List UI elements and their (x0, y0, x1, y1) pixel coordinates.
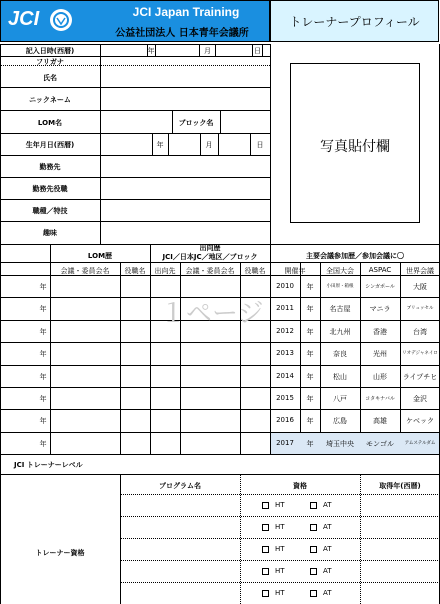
birth-month-unit: 月 (205, 141, 213, 149)
event-year-unit: 年 (306, 439, 314, 448)
checkbox-label: AT (323, 501, 332, 509)
world-congress: 金沢 (413, 395, 427, 403)
row-divider (120, 538, 440, 539)
block-name-field[interactable] (222, 112, 268, 132)
event-year-unit: 年 (306, 395, 314, 403)
aspac-meeting: モンゴル (366, 439, 394, 448)
checkbox-label: HT (275, 567, 285, 575)
ht-checkbox[interactable] (262, 523, 285, 531)
divider (0, 199, 270, 200)
photo-label: 写真貼付欄 (320, 139, 390, 155)
secondment-role-header: 役職名 (244, 267, 266, 275)
trainer-qualification-label: トレーナー資格 (35, 549, 85, 557)
lom-year-unit: 年 (39, 417, 47, 426)
history-entry-field[interactable] (152, 344, 178, 362)
checkbox-box[interactable] (310, 524, 317, 531)
national-convention: 名古屋 (329, 305, 351, 314)
nickname-label: ニックネーム (29, 96, 71, 104)
national-convention: 小田原・箱根 (326, 284, 354, 289)
event-history-header: 主要会議参加歴／参加会議に〇 (306, 252, 404, 260)
divider (0, 474, 440, 475)
position-field[interactable] (102, 201, 268, 220)
profile-title: トレーナープロフィール (289, 15, 420, 29)
divider (0, 155, 270, 156)
ht-checkbox[interactable] (262, 501, 285, 509)
divider (155, 44, 156, 56)
program-name-field[interactable] (122, 540, 238, 558)
lom-year-unit: 年 (39, 283, 47, 291)
lom-committee-header: 会議・委員会名 (60, 267, 110, 275)
nickname-field[interactable] (102, 89, 268, 109)
checkbox-box[interactable] (310, 502, 317, 509)
national-convention: 埼玉中央 (326, 439, 354, 448)
event-year: 2010 (276, 282, 294, 290)
entry-year-field[interactable] (102, 46, 146, 55)
checkbox-label: HT (275, 545, 285, 553)
lom-year-unit: 年 (39, 350, 47, 359)
position-label: 職種／特技 (32, 207, 68, 215)
world-congress: ブリュッセル (406, 306, 434, 312)
divider (240, 262, 241, 454)
row-divider (0, 432, 440, 433)
event-year: 2014 (276, 371, 294, 380)
secondment-history-top: 出向歴 (199, 244, 221, 252)
secondment-committee-header: 会議・委員会名 (185, 267, 235, 275)
secondment-history-header: JCI／日本JC／地区／ブロック (162, 253, 258, 261)
acquired-year-field[interactable] (362, 540, 438, 558)
at-checkbox[interactable] (310, 589, 332, 597)
history-entry-field[interactable] (52, 389, 118, 407)
event-year: 2011 (276, 304, 294, 313)
checkbox-box[interactable] (262, 524, 269, 531)
history-entry-field[interactable] (52, 344, 118, 362)
acquired-year-field[interactable] (362, 518, 438, 536)
entry-day-field[interactable] (217, 46, 251, 55)
lom-year-unit: 年 (39, 327, 47, 336)
event-year: 2016 (276, 416, 294, 425)
lom-role-header: 役職名 (124, 267, 146, 275)
row-divider (0, 387, 440, 388)
program-name-field[interactable] (122, 496, 238, 514)
divider (0, 110, 270, 111)
history-entry-field[interactable] (152, 434, 178, 452)
history-entry-field[interactable] (52, 277, 118, 295)
title-jp: 公益社団法人 日本青年会議所 (115, 28, 249, 39)
event-year-header: 開催年 (284, 267, 306, 275)
acquired-year-header: 取得年(西暦) (379, 482, 421, 490)
aspac-meeting: 光州 (373, 350, 387, 359)
divider (120, 262, 121, 454)
national-convention: 北九州 (329, 327, 351, 336)
acquired-year-field[interactable] (362, 584, 438, 602)
row-divider (0, 365, 440, 366)
aspac-meeting: シンガポール (365, 284, 395, 290)
divider (100, 44, 101, 244)
acquired-year-field[interactable] (362, 496, 438, 514)
divider (168, 133, 169, 155)
workplace-field[interactable] (102, 157, 268, 176)
history-entry-field[interactable] (122, 367, 148, 385)
history-entry-field[interactable] (242, 434, 268, 452)
history-entry-field[interactable] (122, 299, 148, 317)
aspac-meeting: マニラ (369, 305, 391, 314)
history-entry-field[interactable] (122, 344, 148, 362)
event-year: 2017 (276, 438, 294, 447)
checkbox-box[interactable] (310, 568, 317, 575)
checkbox-box[interactable] (310, 546, 317, 553)
at-checkbox[interactable] (310, 501, 332, 509)
world-congress: ライプチヒ (402, 372, 438, 381)
checkbox-label: AT (323, 523, 332, 531)
checkbox-box[interactable] (262, 546, 269, 553)
ht-checkbox[interactable] (262, 589, 285, 597)
history-entry-field[interactable] (122, 277, 148, 295)
history-entry-field[interactable] (182, 367, 238, 385)
entry-date-label: 記入日時(西暦) (25, 47, 75, 55)
event-year: 2012 (276, 326, 294, 335)
aspac-meeting: 高雄 (373, 417, 387, 426)
checkbox-box[interactable] (310, 590, 317, 597)
divider (0, 262, 440, 263)
furigana-label: フリガナ (36, 58, 64, 66)
history-entry-field[interactable] (52, 411, 118, 429)
history-entry-field[interactable] (52, 299, 118, 317)
history-entry-field[interactable] (182, 411, 238, 429)
row-divider (120, 560, 440, 561)
ht-checkbox[interactable] (262, 567, 285, 575)
divider (220, 110, 221, 133)
checkbox-label: AT (323, 567, 332, 575)
history-entry-field[interactable] (242, 344, 268, 362)
history-entry-field[interactable] (242, 389, 268, 407)
birth-year-field[interactable] (102, 135, 150, 154)
world-congress: アムステルダム (404, 440, 436, 446)
workplace-position-label: 勤務先役職 (32, 185, 68, 193)
row-divider (120, 582, 440, 583)
program-name-header: プログラム名 (159, 482, 201, 490)
history-entry-field[interactable] (52, 322, 118, 340)
aspac-meeting: 香港 (373, 327, 387, 336)
event-year: 2013 (276, 349, 294, 358)
checkbox-label: HT (275, 589, 285, 597)
checkbox-box[interactable] (262, 590, 269, 597)
checkbox-box[interactable] (262, 568, 269, 575)
block-name-label: ブロック名 (178, 119, 214, 127)
entry-day-unit: 日 (254, 47, 261, 55)
history-entry-field[interactable] (122, 389, 148, 407)
jci-logo (8, 8, 39, 31)
history-entry-field[interactable] (122, 434, 148, 452)
national-convention: 奈良 (333, 350, 347, 359)
history-entry-field[interactable] (52, 434, 118, 452)
birth-month-field[interactable] (170, 135, 198, 154)
event-year-unit: 年 (306, 350, 314, 359)
checkbox-label: HT (275, 523, 285, 531)
divider (215, 44, 216, 56)
history-entry-field[interactable] (122, 411, 148, 429)
page-watermark: １ページ (160, 299, 264, 329)
history-entry-field[interactable] (242, 411, 268, 429)
birth-year-unit: 年 (156, 141, 164, 149)
world-congress: リオデジャネイロ (402, 351, 438, 357)
ht-checkbox[interactable] (262, 545, 285, 553)
divider (262, 44, 263, 56)
event-year-unit: 年 (306, 283, 314, 291)
world-congress: ケベック (406, 417, 434, 426)
secondment-dest-header: 出向先 (154, 267, 176, 275)
divider (0, 221, 270, 222)
row-divider (120, 516, 440, 517)
name-field[interactable] (102, 67, 268, 86)
national-header: 全国大会 (326, 267, 354, 275)
lom-year-unit: 年 (39, 439, 47, 448)
lom-year-unit: 年 (39, 372, 47, 381)
acquired-year-field[interactable] (362, 562, 438, 580)
checkbox-box[interactable] (262, 502, 269, 509)
event-year-unit: 年 (306, 327, 314, 336)
world-congress: 大阪 (413, 283, 427, 291)
national-convention: 八戸 (333, 395, 347, 403)
lom-name-field[interactable] (102, 112, 170, 132)
workplace-position-field[interactable] (102, 179, 268, 198)
event-year-unit: 年 (306, 372, 314, 381)
divider (0, 177, 270, 178)
lom-year-unit: 年 (39, 395, 47, 403)
history-entry-field[interactable] (52, 367, 118, 385)
checkbox-label: AT (323, 589, 332, 597)
qualification-header: 資格 (293, 482, 307, 490)
divider (0, 44, 270, 45)
history-entry-field[interactable] (182, 344, 238, 362)
furigana-field[interactable] (102, 57, 268, 65)
history-entry-field[interactable] (242, 367, 268, 385)
event-year-unit: 年 (306, 305, 314, 314)
history-entry-field[interactable] (182, 389, 238, 407)
program-name-field[interactable] (122, 518, 238, 536)
at-checkbox[interactable] (310, 545, 332, 553)
aspac-meeting: コタキナバル (365, 396, 395, 402)
title-en: JCI Japan Training (132, 5, 240, 19)
row-divider (0, 409, 440, 410)
jci-emblem-icon (50, 9, 72, 31)
program-name-field[interactable] (122, 562, 238, 580)
trainer-level-label: JCI トレーナーレベル (14, 461, 83, 469)
history-entry-field[interactable] (152, 389, 178, 407)
name-label: 氏名 (43, 74, 57, 82)
lom-year-unit: 年 (39, 305, 47, 314)
event-year-unit: 年 (306, 417, 314, 426)
history-entry-field[interactable] (122, 322, 148, 340)
entry-year-unit: 年 (147, 47, 155, 55)
birth-date-label: 生年月日(西暦) (25, 141, 75, 149)
jci-logo-text: JCI (8, 8, 40, 30)
aspac-header: ASPAC (368, 266, 392, 274)
hobby-field[interactable] (102, 223, 268, 243)
at-checkbox[interactable] (310, 523, 332, 531)
divider (0, 87, 270, 88)
national-convention: 松山 (333, 372, 347, 381)
at-checkbox[interactable] (310, 567, 332, 575)
world-header: 世界会議 (406, 267, 434, 275)
checkbox-label: HT (275, 501, 285, 509)
program-name-field[interactable] (122, 584, 238, 602)
world-congress: 台湾 (413, 327, 427, 336)
entry-month-unit: 月 (204, 47, 211, 55)
lom-history-header: LOM歴 (87, 252, 113, 260)
divider (270, 44, 271, 244)
aspac-meeting: 山形 (373, 372, 387, 381)
workplace-label: 勤務先 (39, 163, 61, 171)
divider (218, 133, 219, 155)
checkbox-label: AT (323, 545, 332, 553)
birth-day-field[interactable] (220, 135, 248, 154)
national-convention: 広島 (333, 417, 347, 426)
event-year: 2015 (276, 394, 294, 402)
entry-month-field[interactable] (157, 46, 198, 55)
hobby-label: 趣味 (43, 229, 57, 237)
row-divider (120, 494, 440, 495)
history-entry-field[interactable] (182, 434, 238, 452)
birth-day-unit: 日 (256, 141, 264, 149)
history-entry-field[interactable] (152, 411, 178, 429)
divider (180, 262, 181, 454)
lom-name-label: LOM名 (37, 119, 63, 127)
divider (0, 133, 270, 134)
row-divider (0, 342, 440, 343)
history-entry-field[interactable] (152, 367, 178, 385)
